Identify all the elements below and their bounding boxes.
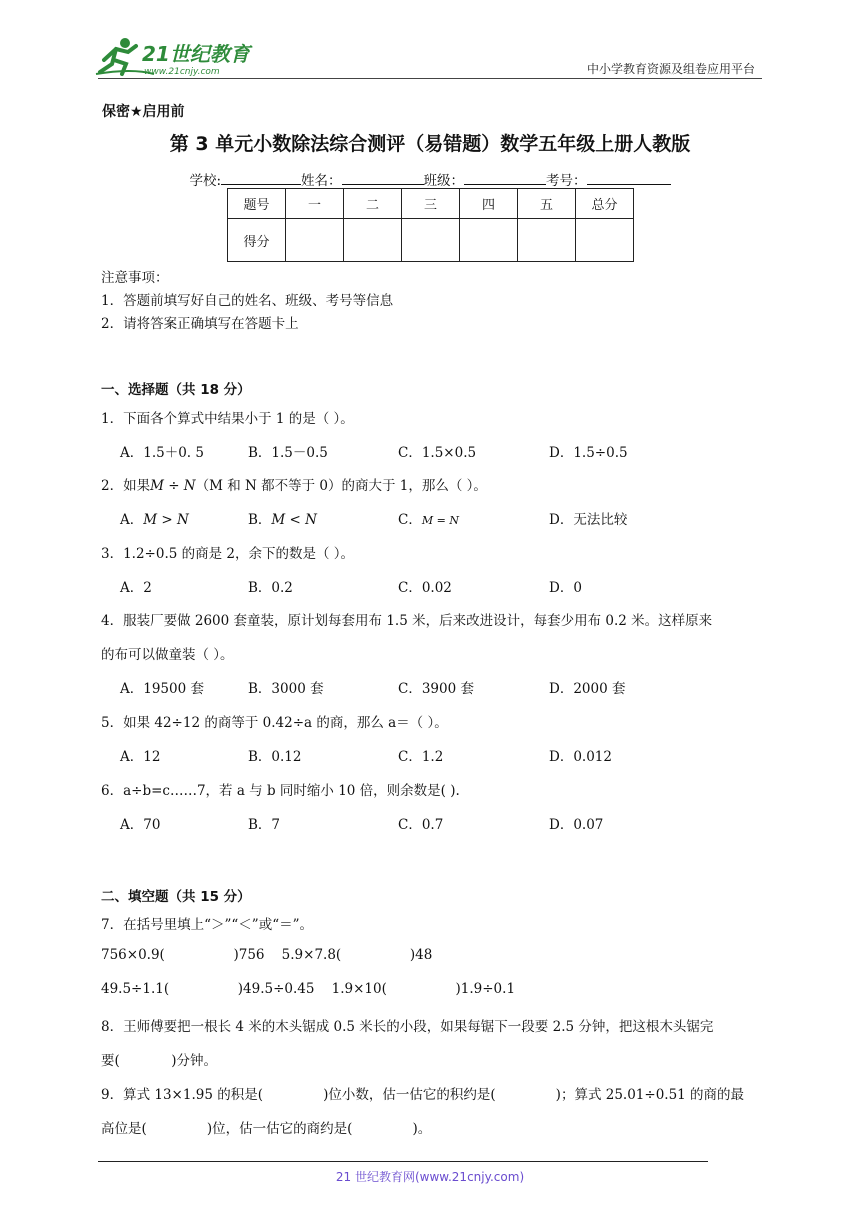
q6-option-c[interactable]: C．0.7 xyxy=(398,817,444,833)
school-blank[interactable] xyxy=(221,170,301,185)
q2-option-b[interactable]: B．M < N xyxy=(248,512,317,528)
q8-stem-line2[interactable]: 要( )分钟。 xyxy=(101,1053,218,1069)
notice-heading: 注意事项： xyxy=(101,270,169,286)
school-label: 学校: xyxy=(189,173,222,189)
q9-stem-line2[interactable]: 高位是( )位，估一估它的商约是( )。 xyxy=(101,1121,432,1137)
svg-text:www.21cnjy.com: www.21cnjy.com xyxy=(144,67,220,77)
q6-option-d[interactable]: D．0.07 xyxy=(549,817,604,833)
q6-option-b[interactable]: B．7 xyxy=(248,817,281,833)
q5-option-d[interactable]: D．0.012 xyxy=(549,749,612,765)
q4-option-b[interactable]: B．3000 套 xyxy=(248,681,324,697)
q2-stem-pre: 2．如果 xyxy=(101,478,151,494)
q6-option-a[interactable]: A．70 xyxy=(120,817,161,833)
q2-option-c[interactable]: C．M = N xyxy=(398,512,459,528)
q5-option-b[interactable]: B．0.12 xyxy=(248,749,302,765)
q5-option-c[interactable]: C．1.2 xyxy=(398,749,444,765)
q9-stem-line1[interactable]: 9．算式 13×1.95 的积是( )位小数，估一估它的积约是( )；算式 25.01÷0.51 的商的最 xyxy=(101,1087,745,1103)
score-table-header-row xyxy=(228,189,634,219)
id-label: 考号： xyxy=(546,173,587,189)
notice-item: 1．答题前填写好自己的姓名、班级、考号等信息 xyxy=(101,293,394,309)
score-cell[interactable] xyxy=(518,219,576,262)
score-header-cell: 一 xyxy=(286,189,344,219)
footer-divider xyxy=(98,1161,708,1162)
q3-option-b[interactable]: B．0.2 xyxy=(248,580,293,596)
exam-title: 第 3 单元小数除法综合测评（易错题）数学五年级上册人教版 xyxy=(169,133,691,155)
score-header-cell: 总分 xyxy=(576,189,634,219)
score-header-cell: 题号 xyxy=(228,189,286,219)
platform-name: 中小学教育资源及组卷应用平台 xyxy=(586,62,755,76)
header-divider xyxy=(98,78,762,79)
q2-expression: M ÷ N xyxy=(150,478,196,494)
score-cell[interactable] xyxy=(576,219,634,262)
q7-line2[interactable]: 49.5÷1.1( )49.5÷0.45 1.9×10( )1.9÷0.1 xyxy=(101,981,516,997)
score-row-label: 得分 xyxy=(228,219,286,262)
q3-option-d[interactable]: D．0 xyxy=(549,580,582,596)
notice-item: 2．请将答案正确填写在答题卡上 xyxy=(101,316,299,332)
q4-option-d[interactable]: D．2000 套 xyxy=(549,681,626,697)
q6-stem: 6．a÷b=c……7，若 a 与 b 同时缩小 10 倍，则余数是( ). xyxy=(101,783,460,799)
score-cell[interactable] xyxy=(344,219,402,262)
q4-option-a[interactable]: A．19500 套 xyxy=(120,681,204,697)
q4-stem-line1: 4．服装厂要做 2600 套童装，原计划每套用布 1.5 米，后来改进设计，每套少用布 0.2 米。这样原来 xyxy=(101,613,713,629)
secret-label: 保密★启用前 xyxy=(102,104,185,120)
q2-stem xyxy=(101,474,487,494)
q3-option-c[interactable]: C．0.02 xyxy=(398,580,452,596)
q1-option-b[interactable]: B．1.5－0.5 xyxy=(248,445,328,461)
section2-heading: 二、填空题（共 15 分） xyxy=(101,889,251,905)
q1-option-c[interactable]: C．1.5×0.5 xyxy=(398,445,477,461)
q1-option-d[interactable]: D．1.5÷0.5 xyxy=(549,445,628,461)
score-header-cell: 五 xyxy=(518,189,576,219)
q2-option-d[interactable]: D．无法比较 xyxy=(549,512,628,528)
score-cell[interactable] xyxy=(286,219,344,262)
class-blank[interactable] xyxy=(464,170,546,185)
q1-option-a[interactable]: A．1.5＋0. 5 xyxy=(120,445,204,461)
q3-stem: 3．1.2÷0.5 的商是 2，余下的数是（ ）。 xyxy=(101,546,355,562)
q2-option-a[interactable]: A．M > N xyxy=(120,512,189,528)
score-header-cell: 三 xyxy=(402,189,460,219)
q5-stem: 5．如果 42÷12 的商等于 0.42÷a 的商，那么 a＝（ ）。 xyxy=(101,715,448,731)
q4-option-c[interactable]: C．3900 套 xyxy=(398,681,474,697)
q7-line1[interactable]: 756×0.9( )756 5.9×7.8( )48 xyxy=(101,947,433,963)
class-label: 班级： xyxy=(423,173,465,189)
brand-logo xyxy=(92,34,262,80)
q4-stem-line2: 的布可以做童装（ ）。 xyxy=(101,647,234,663)
runner-logo-icon xyxy=(92,34,262,80)
score-header-cell: 二 xyxy=(344,189,402,219)
q7-stem: 7．在括号里填上“＞”“＜”或“＝”。 xyxy=(101,917,313,933)
score-cell[interactable] xyxy=(402,219,460,262)
name-label: 姓名： xyxy=(301,173,342,189)
name-blank[interactable] xyxy=(342,170,424,185)
q3-option-a[interactable]: A．2 xyxy=(120,580,152,596)
q5-option-a[interactable]: A．12 xyxy=(120,749,161,765)
score-header-cell: 四 xyxy=(460,189,518,219)
q8-stem-line1: 8．王师傅要把一根长 4 米的木头锯成 0.5 米长的小段，如果每锯下一段要 2.5 分钟，把这根木头锯完 xyxy=(101,1019,714,1035)
q1-stem: 1．下面各个算式中结果小于 1 的是（ ）。 xyxy=(101,411,354,427)
q2-stem-post: （M 和 N 都不等于 0）的商大于 1，那么（ ）。 xyxy=(195,478,487,494)
score-table xyxy=(227,188,634,262)
svg-text:21世纪教育: 21世纪教育 xyxy=(142,42,250,66)
score-cell[interactable] xyxy=(460,219,518,262)
id-blank[interactable] xyxy=(587,170,671,185)
section1-heading: 一、选择题（共 18 分） xyxy=(101,382,251,398)
footer-link[interactable]: 21 世纪教育网(www.21cnjy.com) xyxy=(335,1170,525,1184)
student-info-line xyxy=(0,169,860,189)
score-table-score-row xyxy=(228,219,634,262)
